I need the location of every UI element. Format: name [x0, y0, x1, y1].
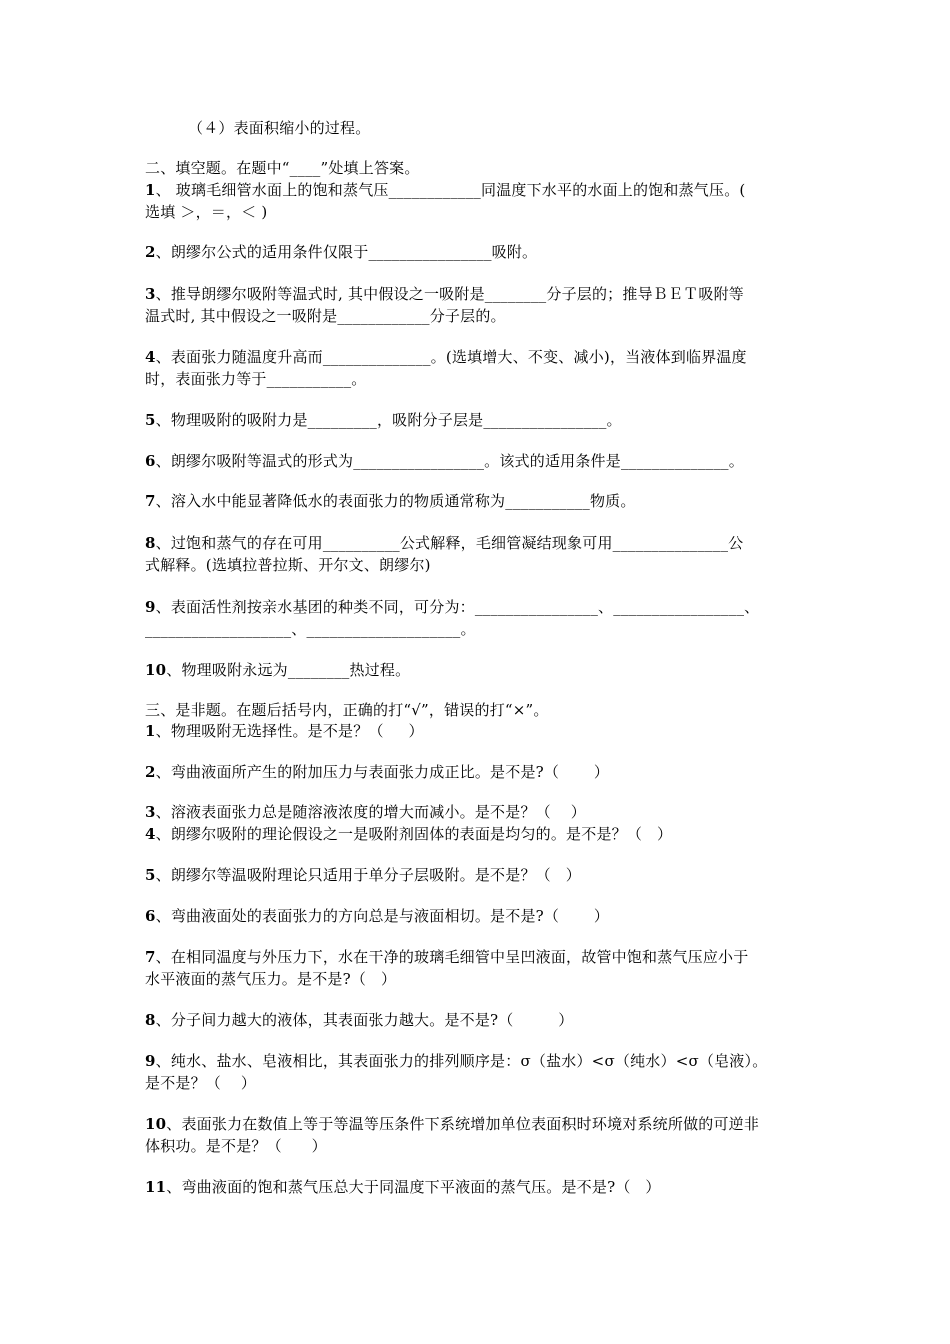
- section-heading-fill-in: 二、填空题。在题中“____”处填上答案。: [145, 159, 420, 177]
- question-line: 9、表面活性剂按亲水基团的种类不同，可分为：________________、_________________、: [145, 598, 760, 616]
- question-line: 1、物理吸附无选择性。是不是？（ ）: [145, 722, 424, 740]
- question-line: 10、物理吸附永远为________热过程。: [145, 661, 411, 679]
- question-line: ___________________、____________________。: [145, 620, 476, 638]
- question-line: 体积功。是不是？（ ）: [145, 1137, 327, 1155]
- question-line: 温式时, 其中假设之一吸附是____________分子层的。: [145, 307, 506, 325]
- question-line: 10、表面张力在数值上等于等温等压条件下系统增加单位表面积时环境对系统所做的可逆非: [145, 1115, 760, 1133]
- question-line: 2、弯曲液面所产生的附加压力与表面张力成正比。是不是?（ ）: [145, 763, 610, 781]
- question-line: 6、弯曲液面处的表面张力的方向总是与液面相切。是不是?（ ）: [145, 907, 610, 925]
- question-line: 是不是？（ ）: [145, 1074, 257, 1092]
- question-line: 4、朗缪尔吸附的理论假设之一是吸附剂固体的表面是均匀的。是不是？（ ）: [145, 825, 673, 843]
- question-line: 8、过饱和蒸气的存在可用__________公式解释，毛细管凝结现象可用_______________公: [145, 534, 744, 552]
- question-line: 时，表面张力等于___________。: [145, 370, 367, 388]
- question-line: 3、推导朗缪尔吸附等温式时, 其中假设之一吸附是________分子层的；推导ＢＥＴ吸附等: [145, 285, 744, 303]
- question-line: 5、物理吸附的吸附力是_________，吸附分子层是________________。: [145, 411, 622, 429]
- question-line: 8、分子间力越大的液体，其表面张力越大。是不是?（ ）: [145, 1011, 574, 1029]
- question-line: 3、溶液表面张力总是随溶液浓度的增大而减小。是不是？（ ）: [145, 803, 586, 821]
- question-line: 7、溶入水中能显著降低水的表面张力的物质通常称为___________物质。: [145, 492, 636, 510]
- question-line: 2、朗缪尔公式的适用条件仅限于________________吸附。: [145, 243, 538, 261]
- question-line: 7、在相同温度与外压力下，水在干净的玻璃毛细管中呈凹液面，故管中饱和蒸气压应小于: [145, 948, 749, 966]
- question-line: 4、表面张力随温度升高而______________。(选填增大、不变、减小)，当液体到临界温度: [145, 348, 747, 366]
- question-line: 1、 玻璃毛细管水面上的饱和蒸气压____________同温度下水平的水面上的饱和蒸气压。(: [145, 181, 746, 199]
- section-heading-true-false: 三、是非题。在题后括号内，正确的打“√”，错误的打“×”。: [145, 701, 549, 719]
- question-line: 选填 ＞，＝，＜ ): [145, 203, 268, 221]
- text-line: （４）表面积缩小的过程。: [188, 119, 371, 137]
- question-line: 6、朗缪尔吸附等温式的形式为_________________。该式的适用条件是______________。: [145, 452, 744, 470]
- question-line: 水平液面的蒸气压力。是不是?（ ）: [145, 970, 397, 988]
- question-line: 式解释。(选填拉普拉斯、开尔文、朗缪尔): [145, 556, 431, 574]
- question-line: 9、纯水、盐水、皂液相比，其表面张力的排列顺序是：σ（盐水）<σ（纯水）<σ（皂液）。: [145, 1052, 768, 1070]
- question-line: 11、弯曲液面的饱和蒸气压总大于同温度下平液面的蒸气压。是不是?（ ）: [145, 1178, 661, 1196]
- question-line: 5、朗缪尔等温吸附理论只适用于单分子层吸附。是不是？（ ）: [145, 866, 581, 884]
